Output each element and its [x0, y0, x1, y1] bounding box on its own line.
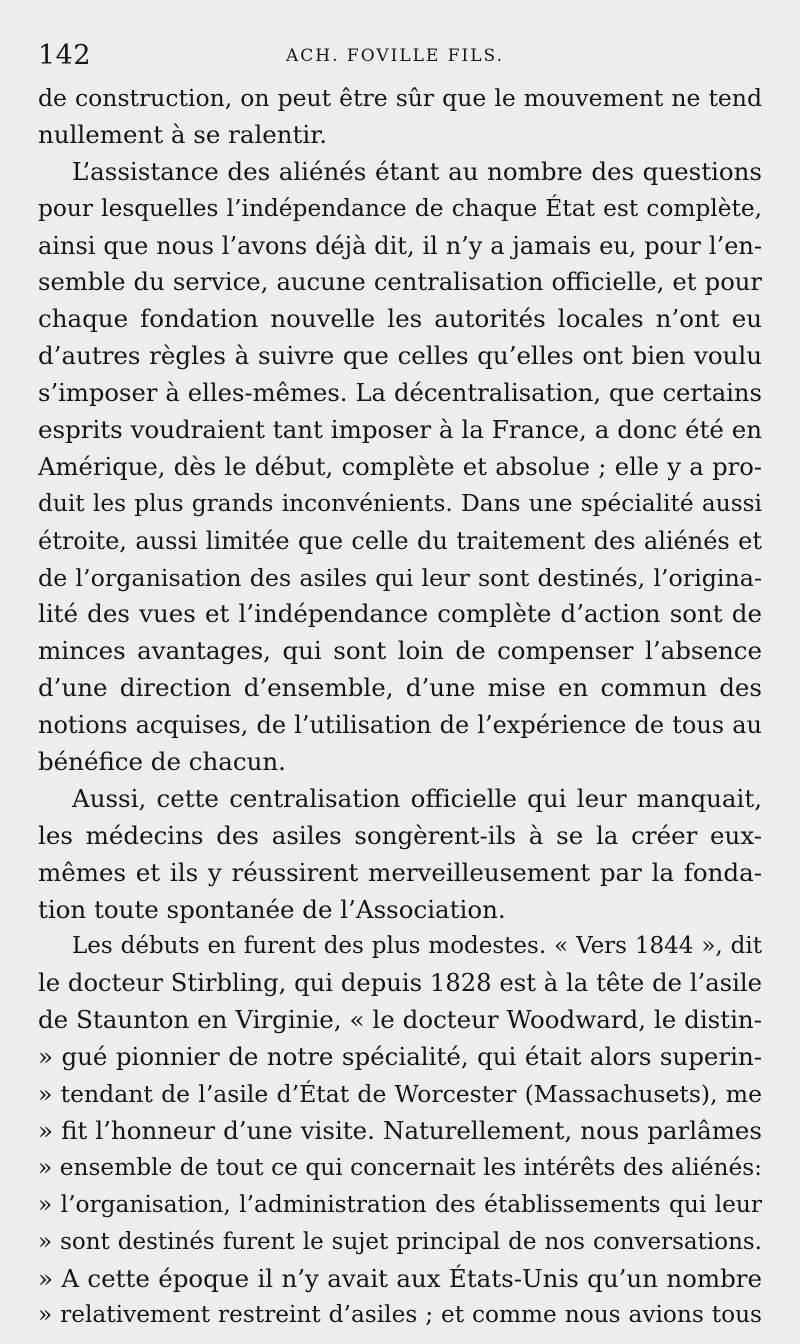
paragraph [38, 781, 762, 929]
quoted-line: » A cette époque il n’y avait aux États-Unis qu’un nombre [38, 1263, 762, 1293]
quoted-line: » relativement restreint d’asiles ; et comme nous avions tous [38, 1301, 762, 1329]
text-line: duit les plus grands inconvénients. Dans une spécialité aussi [38, 489, 762, 517]
page-number: 142 [38, 40, 92, 71]
text-line: mêmes et ils y réussirent merveilleusement par la fonda- [38, 857, 762, 887]
quoted-line: » ensemble de tout ce qui concernait les intérêts des aliénés: [38, 1153, 762, 1181]
text-line: s’imposer à elles-mêmes. La décentralisation, que certains [38, 378, 762, 408]
text-line: pour lesquelles l’indépendance de chaque État est complète, [38, 194, 762, 222]
text-line: tion toute spontanée de l’Association. [38, 894, 506, 924]
text-line: L’assistance des aliénés étant au nombre des questions [72, 156, 762, 186]
text-line: Aussi, cette centralisation officielle qui leur manquait, [72, 783, 762, 813]
text-line: d’une direction d’ensemble, d’une mise en commun des [38, 673, 762, 703]
text-line: bénéfice de chacun. [38, 747, 286, 777]
text-line: semble du service, aucune centralisation officielle, et pour [38, 267, 762, 297]
text-line: le docteur Stirbling, qui depuis 1828 est à la tête de l’asile [38, 968, 762, 998]
text-line: de l’organisation des asiles qui leur sont destinés, l’origina- [38, 563, 762, 592]
text-line: nullement à se ralentir. [38, 119, 328, 149]
paragraph [38, 80, 762, 154]
quoted-line: » tendant de l’asile d’État de Worcester (Massachusets), me [38, 1080, 762, 1109]
running-head: ACH. FOVILLE FILS. [286, 46, 504, 66]
text-line: les médecins des asiles songèrent-ils à se la créer eux- [38, 820, 762, 850]
text-line: chaque fondation nouvelle les autorités locales n’ont eu [38, 304, 762, 334]
text-line: minces avantages, qui sont loin de compenser l’absence [38, 636, 762, 666]
paragraph [38, 928, 762, 1334]
text-line: ainsi que nous l’avons déjà dit, il n’y a jamais eu, pour l’en- [38, 231, 762, 260]
page-header [38, 36, 762, 76]
text-line: esprits voudraient tant imposer à la France, a donc été en [38, 415, 762, 445]
body-text [38, 80, 762, 1334]
quoted-line: » l’organisation, l’administration des établissements qui leur [38, 1190, 762, 1218]
quoted-line: » sont destinés furent le sujet principal de nos conversations. [38, 1228, 762, 1255]
text-line: lité des vues et l’indépendance complète d’action sont de [38, 599, 762, 629]
text-line: Amérique, dès le début, complète et absolue ; elle y a pro- [38, 451, 762, 481]
text-line: de construction, on peut être sûr que le mouvement ne tend [38, 84, 762, 112]
text-line: de Staunton en Virginie, « le docteur Woodward, le distin- [38, 1005, 762, 1035]
text-line: notions acquises, de l’utilisation de l’expérience de tous au [38, 711, 762, 740]
quoted-line: » gué pionnier de notre spécialité, qui était alors superin- [38, 1042, 762, 1072]
paragraph [38, 154, 762, 781]
text-line: étroite, aussi limitée que celle du traitement des aliénés et [38, 526, 762, 555]
text-line: Les débuts en furent des plus modestes. « Vers 1844 », dit [72, 933, 762, 960]
quoted-line: » fit l’honneur d’une visite. Naturellement, nous parlâmes [38, 1115, 762, 1145]
text-line: d’autres règles à suivre que celles qu’elles ont bien voulu [38, 341, 762, 371]
